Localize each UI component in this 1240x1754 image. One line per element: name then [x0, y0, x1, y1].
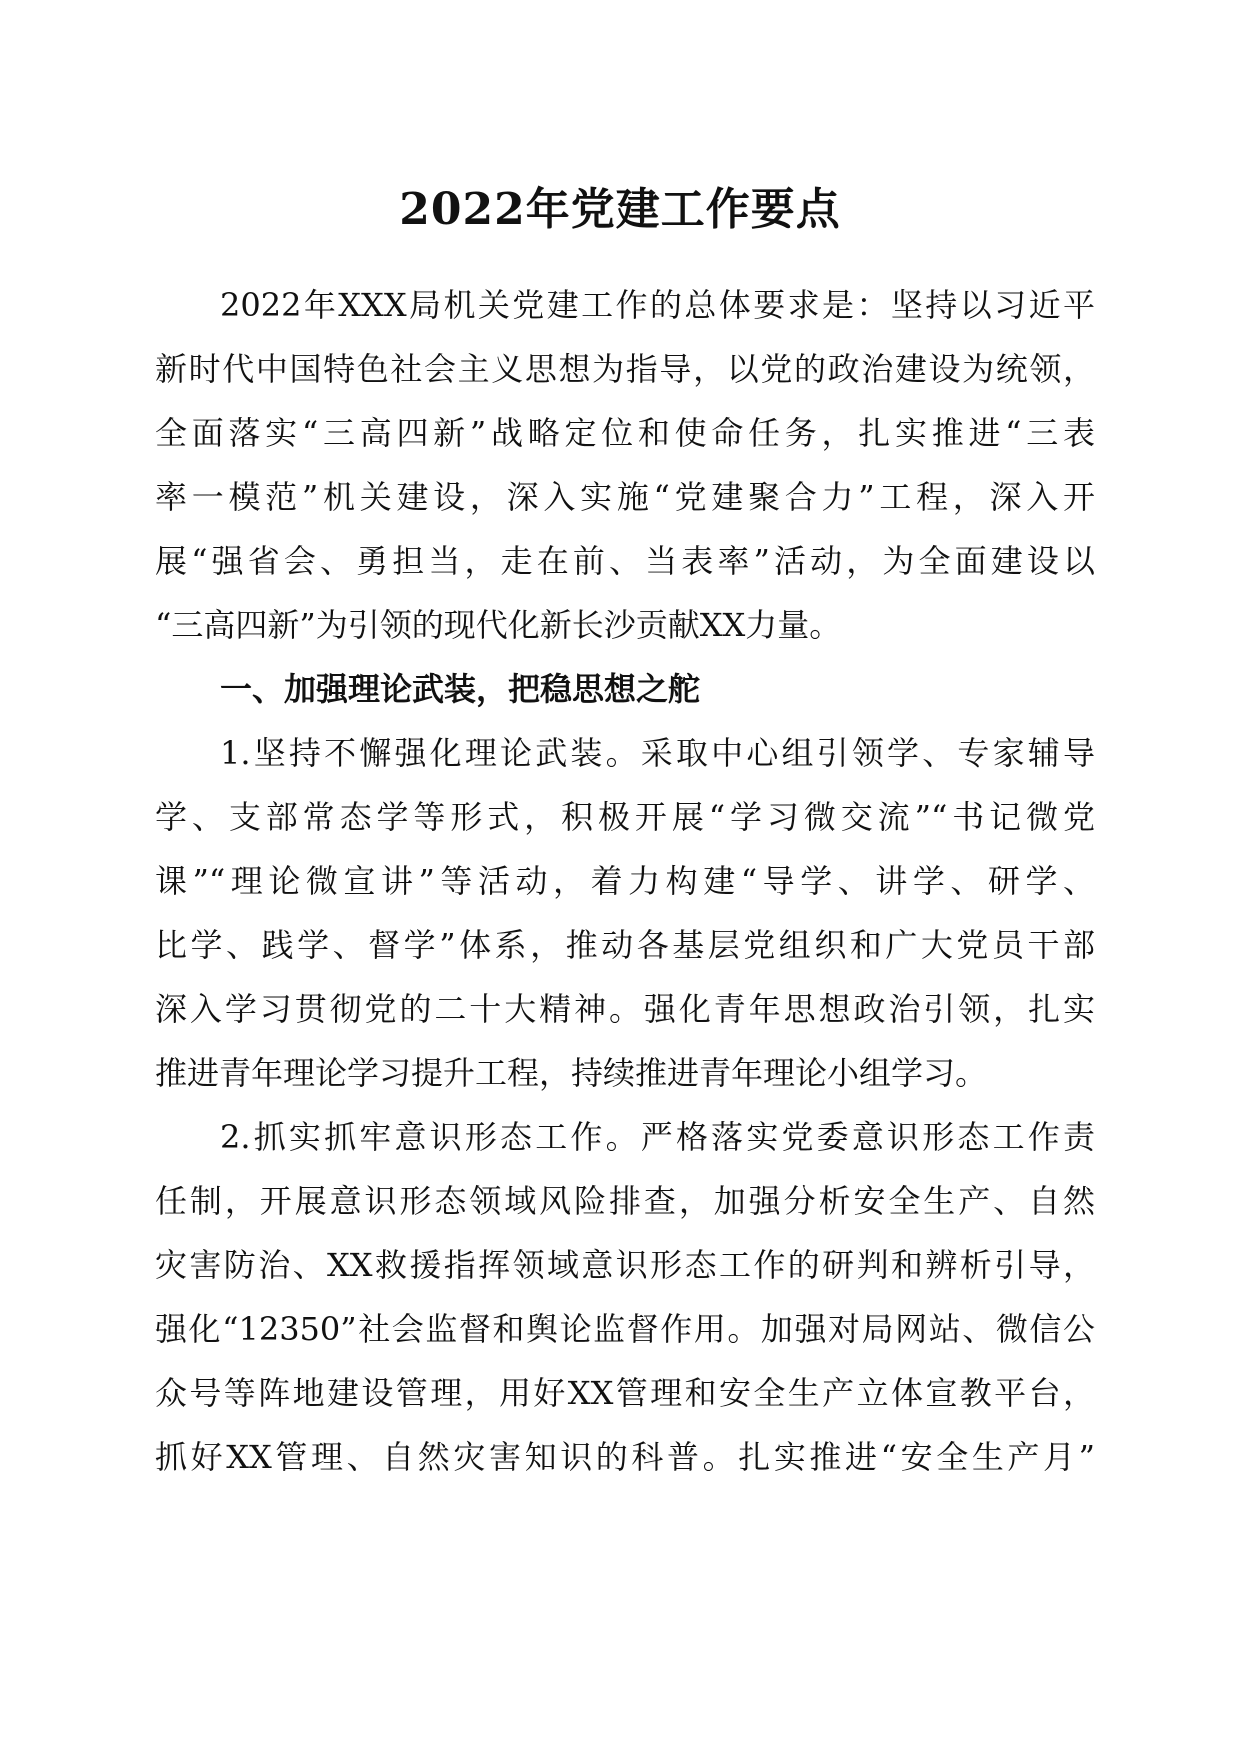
paragraph-line: 众号等阵地建设管理，用好XX管理和安全生产立体宣教平台， [155, 1374, 1095, 1412]
paragraph-line: 新时代中国特色社会主义思想为指导，以党的政治建设为统领， [155, 350, 1095, 388]
paragraph-line: 任制，开展意识形态领域风险排查，加强分析安全生产、自然 [155, 1182, 1095, 1220]
paragraph-line: 抓好XX管理、自然灾害知识的科普。扎实推进“安全生产月” [155, 1438, 1095, 1476]
paragraph-line: “三高四新”为引领的现代化新长沙贡献XX力量。 [155, 606, 842, 644]
paragraph-line: 强化“12350”社会监督和舆论监督作用。加强对局网站、微信公 [155, 1310, 1095, 1348]
paragraph-line: 率一模范”机关建设，深入实施“党建聚合力”工程，深入开 [155, 478, 1095, 516]
paragraph-line: 1.坚持不懈强化理论武装。采取中心组引领学、专家辅导 [220, 734, 1095, 772]
paragraph-line: 比学、践学、督学”体系，推动各基层党组织和广大党员干部 [155, 926, 1095, 964]
paragraph-line: 灾害防治、XX救援指挥领域意识形态工作的研判和辨析引导， [155, 1246, 1095, 1284]
paragraph-line: 2022年XXX局机关党建工作的总体要求是：坚持以习近平 [220, 286, 1095, 324]
paragraph-line: 2.抓实抓牢意识形态工作。严格落实党委意识形态工作责 [220, 1118, 1095, 1156]
paragraph-line: 深入学习贯彻党的二十大精神。强化青年思想政治引领，扎实 [155, 990, 1095, 1028]
paragraph-line: 课”“理论微宣讲”等活动，着力构建“导学、讲学、研学、 [155, 862, 1095, 900]
paragraph-line: 展“强省会、勇担当，走在前、当表率”活动，为全面建设以 [155, 542, 1095, 580]
paragraph-line: 推进青年理论学习提升工程，持续推进青年理论小组学习。 [155, 1054, 988, 1092]
section-heading: 一、加强理论武装，把稳思想之舵 [220, 670, 701, 708]
document-title: 2022年党建工作要点 [399, 184, 841, 235]
paragraph-line: 学、支部常态学等形式，积极开展“学习微交流”“书记微党 [155, 798, 1095, 836]
paragraph-line: 全面落实“三高四新”战略定位和使命任务，扎实推进“三表 [155, 414, 1095, 452]
